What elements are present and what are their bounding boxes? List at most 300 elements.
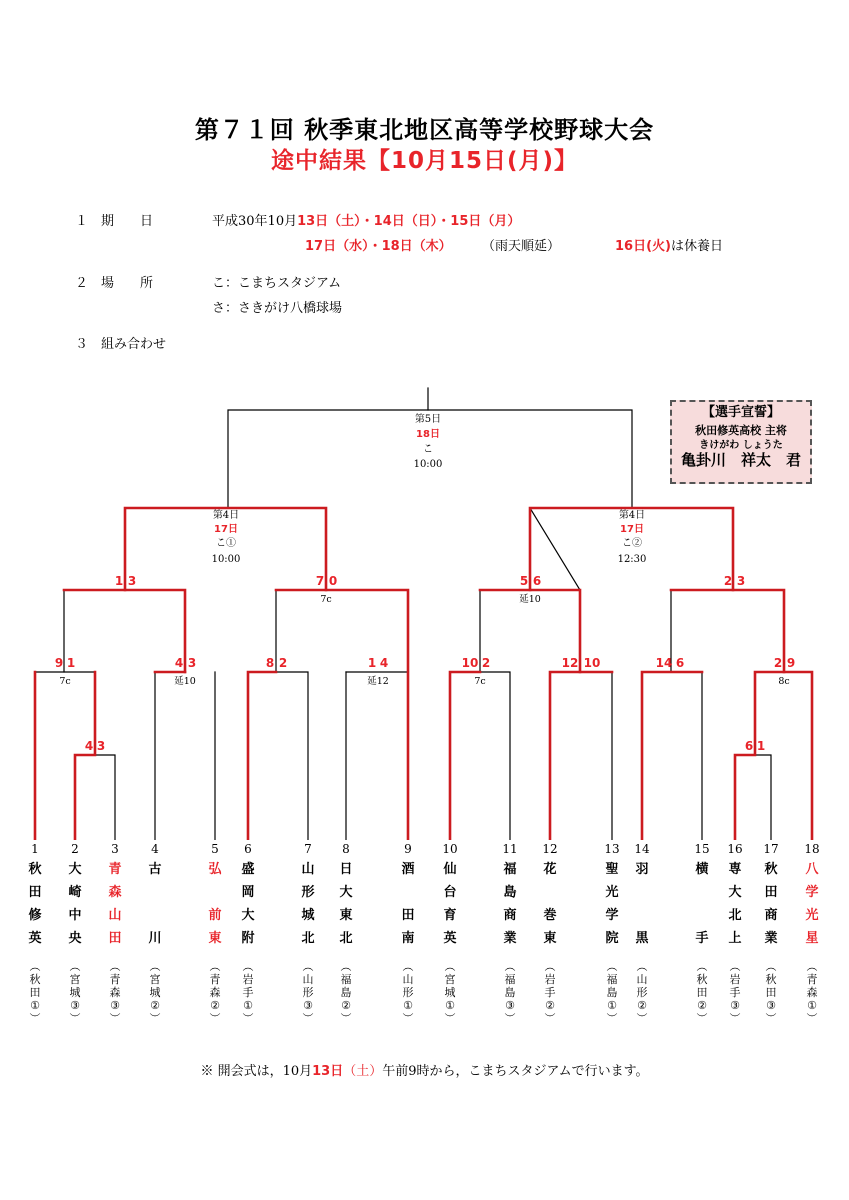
note-part-d: 午前9時から，こまちスタジアムで行います。 xyxy=(382,1064,649,1079)
team-name-char: 城 xyxy=(301,908,315,923)
team-name xyxy=(295,858,321,950)
team-prefecture xyxy=(437,960,463,1025)
paren-open: ︵ xyxy=(806,960,818,973)
team-prefecture-char: ① xyxy=(30,999,40,1012)
period-dates-line2 xyxy=(305,235,452,254)
r1-8-score-right: 9 xyxy=(786,656,796,670)
team-prefecture-char: ② xyxy=(150,999,160,1012)
team-name-char: 上 xyxy=(728,931,742,946)
team-name-char: 大 xyxy=(68,862,82,877)
oath-title: 【選手宣誓】 xyxy=(701,405,780,420)
r1-6-score-left: 12 xyxy=(561,656,579,670)
paren-close: ︶ xyxy=(444,1012,456,1025)
team-prefecture-char: ② xyxy=(637,999,647,1012)
period-prefix: 平成30年10月 xyxy=(212,214,298,229)
paren-close: ︶ xyxy=(636,1012,648,1025)
paren-close: ︶ xyxy=(209,1012,221,1025)
period-dates-line1 xyxy=(212,210,520,229)
r1-2-score-left: 4 xyxy=(174,656,184,670)
team-name-char: 日 xyxy=(339,862,353,877)
team-18 xyxy=(799,840,825,1025)
team-prefecture-char: ① xyxy=(403,999,413,1012)
team-name xyxy=(722,858,748,950)
team-name-char: 島 xyxy=(503,885,517,900)
team-name-char: 北 xyxy=(728,908,742,923)
paren-close: ︶ xyxy=(729,1012,741,1025)
team-16 xyxy=(722,840,748,1025)
semi-left-day: 第4日 xyxy=(212,510,240,521)
team-number: 5 xyxy=(211,842,219,856)
paren-open: ︵ xyxy=(504,960,516,973)
team-name-char: 英 xyxy=(28,931,42,946)
team-name-char: 酒 xyxy=(401,862,415,877)
team-prefecture-char: 森 xyxy=(209,986,221,999)
team-name-char: 山 xyxy=(301,862,315,877)
team-name-char: 業 xyxy=(764,931,778,946)
paren-close: ︶ xyxy=(504,1012,516,1025)
final-date: 18日 xyxy=(416,429,440,440)
team-number: 15 xyxy=(694,842,710,856)
semi-left-venue: こ① xyxy=(216,538,236,549)
team-number: 6 xyxy=(244,842,252,856)
paren-open: ︵ xyxy=(765,960,777,973)
team-prefecture-char: 岩 xyxy=(544,973,556,986)
r1-8-note: 8c xyxy=(778,676,790,687)
team-prefecture xyxy=(629,960,655,1025)
period-dates-b: 17日（水）・18日（木） xyxy=(305,239,452,254)
qf3-note: 延10 xyxy=(519,594,541,605)
team-name xyxy=(599,858,625,950)
team-prefecture-char: 宮 xyxy=(69,973,81,986)
paren-close: ︶ xyxy=(402,1012,414,1025)
team-name-char: 大 xyxy=(339,885,353,900)
r1-7-score-left: 14 xyxy=(655,656,673,670)
team-prefecture xyxy=(102,960,128,1025)
team-name-char: 修 xyxy=(28,908,42,923)
qf2-score-right: 0 xyxy=(328,574,338,588)
team-prefecture xyxy=(295,960,321,1025)
team-15 xyxy=(689,840,715,1025)
team-number: 7 xyxy=(304,842,312,856)
team-name xyxy=(758,858,784,950)
rest-day-date: 16日(火) xyxy=(615,239,671,254)
team-prefecture-char: 宮 xyxy=(444,973,456,986)
team-name-char: 田 xyxy=(401,908,415,923)
team-prefecture-char: ③ xyxy=(730,999,740,1012)
team-prefecture-char: ② xyxy=(545,999,555,1012)
oath-name: 亀卦川 祥太 君 xyxy=(680,451,801,470)
opening-ceremony-note xyxy=(0,1060,849,1079)
team-prefecture-char: 青 xyxy=(806,973,818,986)
team-17 xyxy=(758,840,784,1025)
team-name-char xyxy=(202,881,228,904)
team-prefecture xyxy=(142,960,168,1025)
team-4 xyxy=(142,840,168,1025)
team-prefecture-char: 岩 xyxy=(242,973,254,986)
team-name-char: 北 xyxy=(301,931,315,946)
team-name-char: 田 xyxy=(28,885,42,900)
team-10 xyxy=(437,840,463,1025)
team-name-char: 秋 xyxy=(28,862,42,877)
team-name-char: 古 xyxy=(148,862,162,877)
team-prefecture xyxy=(235,960,261,1025)
team-name-char: 田 xyxy=(764,885,778,900)
team-prefecture-char: 森 xyxy=(806,986,818,999)
note-part-c: （土） xyxy=(343,1064,383,1079)
semi-right-time: 12:30 xyxy=(617,554,647,565)
team-number: 9 xyxy=(404,842,412,856)
team-prefecture-char: 手 xyxy=(544,986,556,999)
team-number: 2 xyxy=(71,842,79,856)
page-title: 第７１回 秋季東北地区高等学校野球大会 xyxy=(194,116,655,144)
r1-6-score-right: 10 xyxy=(583,656,601,670)
semi-left-time: 10:00 xyxy=(211,554,241,565)
g23-score-left: 4 xyxy=(84,739,94,753)
qf4-score-right: 3 xyxy=(736,574,746,588)
team-name-char: 福 xyxy=(503,862,517,877)
team-prefecture-char: ③ xyxy=(766,999,776,1012)
team-name xyxy=(437,858,463,950)
team-prefecture-char: 秋 xyxy=(696,973,708,986)
paren-open: ︵ xyxy=(729,960,741,973)
qf2-note: 7c xyxy=(320,594,332,605)
team-prefecture-char: ③ xyxy=(303,999,313,1012)
team-name-char: 川 xyxy=(148,931,162,946)
team-1 xyxy=(22,840,48,1025)
team-prefecture-char: 形 xyxy=(636,986,648,999)
team-name-char: 手 xyxy=(695,931,709,946)
team-name xyxy=(537,858,563,950)
qf2-score-left: 7 xyxy=(315,574,325,588)
team-name xyxy=(799,858,825,950)
team-number: 3 xyxy=(111,842,119,856)
team-prefecture-char: 福 xyxy=(606,973,618,986)
team-prefecture-char: ② xyxy=(697,999,707,1012)
note-date: 13日 xyxy=(312,1064,344,1079)
g161718-score-right: 1 xyxy=(756,739,766,753)
team-name-char xyxy=(689,904,715,927)
page-subtitle: 途中結果【10月15日(月)】 xyxy=(270,148,579,174)
period-label: １ 期 日 xyxy=(75,214,154,229)
team-prefecture-char: ③ xyxy=(505,999,515,1012)
team-number: 16 xyxy=(727,842,743,856)
final-day: 第5日 xyxy=(414,414,442,425)
paren-close: ︶ xyxy=(606,1012,618,1025)
team-name-char: 聖 xyxy=(605,862,619,877)
team-name-char: 商 xyxy=(764,908,778,923)
team-name-char xyxy=(395,881,421,904)
team-name-char: 田 xyxy=(108,931,122,946)
team-name-char xyxy=(142,904,168,927)
bracket-lines-red xyxy=(35,508,812,840)
team-name xyxy=(22,858,48,950)
paren-open: ︵ xyxy=(636,960,648,973)
team-prefecture-char: ② xyxy=(341,999,351,1012)
team-prefecture xyxy=(537,960,563,1025)
team-name-char: 中 xyxy=(68,908,82,923)
team-name-char xyxy=(689,881,715,904)
paren-close: ︶ xyxy=(29,1012,41,1025)
team-prefecture-char: 形 xyxy=(302,986,314,999)
team-prefecture-char: ① xyxy=(243,999,253,1012)
team-2 xyxy=(62,840,88,1025)
paren-close: ︶ xyxy=(69,1012,81,1025)
r1-5-score-right: 2 xyxy=(481,656,491,670)
team-name-char: 商 xyxy=(503,908,517,923)
team-name-char: 北 xyxy=(339,931,353,946)
team-prefecture-char: 宮 xyxy=(149,973,161,986)
team-prefecture xyxy=(395,960,421,1025)
paren-open: ︵ xyxy=(544,960,556,973)
team-name-char: 大 xyxy=(728,885,742,900)
team-prefecture-char: ③ xyxy=(110,999,120,1012)
r1-5-note: 7c xyxy=(474,676,486,687)
team-name-char: 業 xyxy=(503,931,517,946)
team-name xyxy=(102,858,128,950)
r1-4-score-right: 4 xyxy=(379,656,389,670)
team-name xyxy=(142,858,168,950)
team-prefecture-char: 田 xyxy=(29,986,41,999)
team-name-char xyxy=(629,881,655,904)
team-prefecture-char: 青 xyxy=(209,973,221,986)
team-name-char xyxy=(142,881,168,904)
team-prefecture-char: ① xyxy=(807,999,817,1012)
team-prefecture xyxy=(202,960,228,1025)
qf4-score-left: 2 xyxy=(723,574,733,588)
paren-close: ︶ xyxy=(242,1012,254,1025)
team-name-char: 花 xyxy=(543,862,557,877)
tournament-bracket xyxy=(0,380,849,840)
team-prefecture-char: 山 xyxy=(402,973,414,986)
semi-right-date: 17日 xyxy=(620,524,644,535)
team-prefecture-char: ① xyxy=(445,999,455,1012)
team-6 xyxy=(235,840,261,1025)
team-number: 4 xyxy=(151,842,159,856)
r1-1-score-right: 1 xyxy=(66,656,76,670)
final-venue: こ xyxy=(423,444,433,455)
r1-3-score-left: 8 xyxy=(265,656,275,670)
team-name xyxy=(62,858,88,950)
team-name-char: 東 xyxy=(543,931,557,946)
paren-open: ︵ xyxy=(444,960,456,973)
team-prefecture xyxy=(758,960,784,1025)
team-name-char: 盛 xyxy=(241,862,255,877)
team-number: 8 xyxy=(342,842,350,856)
r1-5-score-left: 10 xyxy=(461,656,479,670)
team-prefecture-char: 岩 xyxy=(729,973,741,986)
r1-7-score-right: 6 xyxy=(675,656,685,670)
venue-label: ２ 場 所 xyxy=(75,276,154,291)
team-name xyxy=(497,858,523,950)
team-name-char: 青 xyxy=(108,862,122,877)
r1-2-score-right: 3 xyxy=(187,656,197,670)
paren-close: ︶ xyxy=(806,1012,818,1025)
team-11 xyxy=(497,840,523,1025)
team-number: 13 xyxy=(604,842,620,856)
paren-open: ︵ xyxy=(149,960,161,973)
team-name-char: 仙 xyxy=(443,862,457,877)
team-name-char: 弘 xyxy=(208,862,222,877)
qf1-score-left: 1 xyxy=(114,574,124,588)
paren-open: ︵ xyxy=(340,960,352,973)
team-prefecture-char: 山 xyxy=(302,973,314,986)
team-8 xyxy=(333,840,359,1025)
team-name-char: 専 xyxy=(728,862,742,877)
team-prefecture-char: 森 xyxy=(109,986,121,999)
team-prefecture-char: 山 xyxy=(636,973,648,986)
team-prefecture-char: 城 xyxy=(149,986,161,999)
bracket-lines-black xyxy=(35,388,771,840)
semi-left-date: 17日 xyxy=(214,524,238,535)
r1-2-note: 延10 xyxy=(174,676,196,687)
team-name-char: 附 xyxy=(241,931,255,946)
team-12 xyxy=(537,840,563,1025)
team-prefecture-char: 島 xyxy=(504,986,516,999)
team-prefecture-char: ③ xyxy=(70,999,80,1012)
team-prefecture xyxy=(62,960,88,1025)
team-prefecture-char: 青 xyxy=(109,973,121,986)
team-name-char: 羽 xyxy=(635,862,649,877)
team-name xyxy=(689,858,715,950)
team-7 xyxy=(295,840,321,1025)
team-prefecture-char: ① xyxy=(607,999,617,1012)
qf1-score-right: 3 xyxy=(127,574,137,588)
team-name-char: 八 xyxy=(805,862,819,877)
team-name-char: 学 xyxy=(605,908,619,923)
team-name-char: 前 xyxy=(208,908,222,923)
team-prefecture-char: 島 xyxy=(606,986,618,999)
g161718-score-left: 6 xyxy=(744,739,754,753)
team-name-char: 英 xyxy=(443,931,457,946)
team-prefecture xyxy=(333,960,359,1025)
team-3 xyxy=(102,840,128,1025)
oath-school: 秋田修英高校 主将 xyxy=(695,423,787,437)
team-name-char: 岡 xyxy=(241,885,255,900)
team-number: 11 xyxy=(502,842,518,856)
paren-open: ︵ xyxy=(606,960,618,973)
team-name-char: 育 xyxy=(443,908,457,923)
g23-score-right: 3 xyxy=(96,739,106,753)
paren-close: ︶ xyxy=(765,1012,777,1025)
team-name-char: 央 xyxy=(68,931,82,946)
bracket-label: ３ 組み合わせ xyxy=(75,337,167,352)
team-name-char: 東 xyxy=(208,931,222,946)
team-name-char: 森 xyxy=(108,885,122,900)
team-prefecture-char: 手 xyxy=(242,986,254,999)
note-part-a: ※ 開会式は，10月 xyxy=(200,1064,313,1079)
team-name-char: 南 xyxy=(401,931,415,946)
team-name-char: 台 xyxy=(443,885,457,900)
team-number: 17 xyxy=(763,842,779,856)
team-number: 18 xyxy=(804,842,820,856)
team-prefecture-char: 田 xyxy=(696,986,708,999)
team-name-char: 秋 xyxy=(764,862,778,877)
final-time: 10:00 xyxy=(413,459,443,470)
team-name-char: 山 xyxy=(108,908,122,923)
team-5 xyxy=(202,840,228,1025)
team-prefecture-char: ② xyxy=(210,999,220,1012)
team-prefecture xyxy=(722,960,748,1025)
team-prefecture-char: 形 xyxy=(402,986,414,999)
period-dates-a: 13日（土）・14日（日）・15日（月） xyxy=(297,214,521,229)
team-name-char: 光 xyxy=(805,908,819,923)
team-prefecture-char: 手 xyxy=(729,986,741,999)
team-prefecture-char: 城 xyxy=(444,986,456,999)
team-name-char: 崎 xyxy=(68,885,82,900)
team-name-char xyxy=(629,904,655,927)
team-prefecture-char: 秋 xyxy=(765,973,777,986)
oath-reading: きけがわ しょうた xyxy=(699,439,783,451)
team-prefecture xyxy=(497,960,523,1025)
team-name-char: 巻 xyxy=(543,908,557,923)
team-prefecture-char: 城 xyxy=(69,986,81,999)
team-prefecture-char: 田 xyxy=(765,986,777,999)
venue-1: こ：こまちスタジアム xyxy=(212,276,342,291)
team-name-char: 東 xyxy=(339,908,353,923)
team-number: 10 xyxy=(442,842,458,856)
paren-open: ︵ xyxy=(696,960,708,973)
team-prefecture-char: 福 xyxy=(504,973,516,986)
team-number: 1 xyxy=(31,842,39,856)
team-prefecture xyxy=(689,960,715,1025)
venue-2: さ：さきがけ八橋球場 xyxy=(212,301,343,316)
paren-close: ︶ xyxy=(544,1012,556,1025)
team-number: 12 xyxy=(542,842,558,856)
team-prefecture xyxy=(799,960,825,1025)
team-name-char: 黒 xyxy=(635,931,649,946)
paren-open: ︵ xyxy=(242,960,254,973)
team-name xyxy=(202,858,228,950)
paren-close: ︶ xyxy=(302,1012,314,1025)
team-name xyxy=(333,858,359,950)
r1-4-note: 延12 xyxy=(367,676,389,687)
paren-close: ︶ xyxy=(696,1012,708,1025)
rest-day xyxy=(615,235,723,254)
team-name-char: 形 xyxy=(301,885,315,900)
team-name-char: 院 xyxy=(605,931,619,946)
rest-day-text: は休養日 xyxy=(670,239,723,254)
paren-close: ︶ xyxy=(340,1012,352,1025)
paren-open: ︵ xyxy=(402,960,414,973)
r1-4-score-left: 1 xyxy=(367,656,377,670)
team-9 xyxy=(395,840,421,1025)
team-prefecture xyxy=(22,960,48,1025)
paren-close: ︶ xyxy=(109,1012,121,1025)
team-prefecture-char: 島 xyxy=(340,986,352,999)
r1-8-score-left: 2 xyxy=(773,656,783,670)
qf3-score-right: 6 xyxy=(532,574,542,588)
team-name xyxy=(235,858,261,950)
team-name xyxy=(395,858,421,950)
team-name xyxy=(629,858,655,950)
paren-close: ︶ xyxy=(149,1012,161,1025)
team-number: 14 xyxy=(634,842,650,856)
team-prefecture-char: 福 xyxy=(340,973,352,986)
team-name-char: 星 xyxy=(805,931,819,946)
semi-right-day: 第4日 xyxy=(618,510,646,521)
qf3-score-left: 5 xyxy=(519,574,529,588)
team-prefecture-char: 秋 xyxy=(29,973,41,986)
team-name-char xyxy=(537,881,563,904)
paren-open: ︵ xyxy=(69,960,81,973)
r1-3-score-right: 2 xyxy=(278,656,288,670)
team-14 xyxy=(629,840,655,1025)
semi-right-venue: こ② xyxy=(622,538,642,549)
rain-delay: （雨天順延） xyxy=(482,239,561,254)
team-name-char: 大 xyxy=(241,908,255,923)
team-13 xyxy=(599,840,625,1025)
team-name-char: 光 xyxy=(605,885,619,900)
